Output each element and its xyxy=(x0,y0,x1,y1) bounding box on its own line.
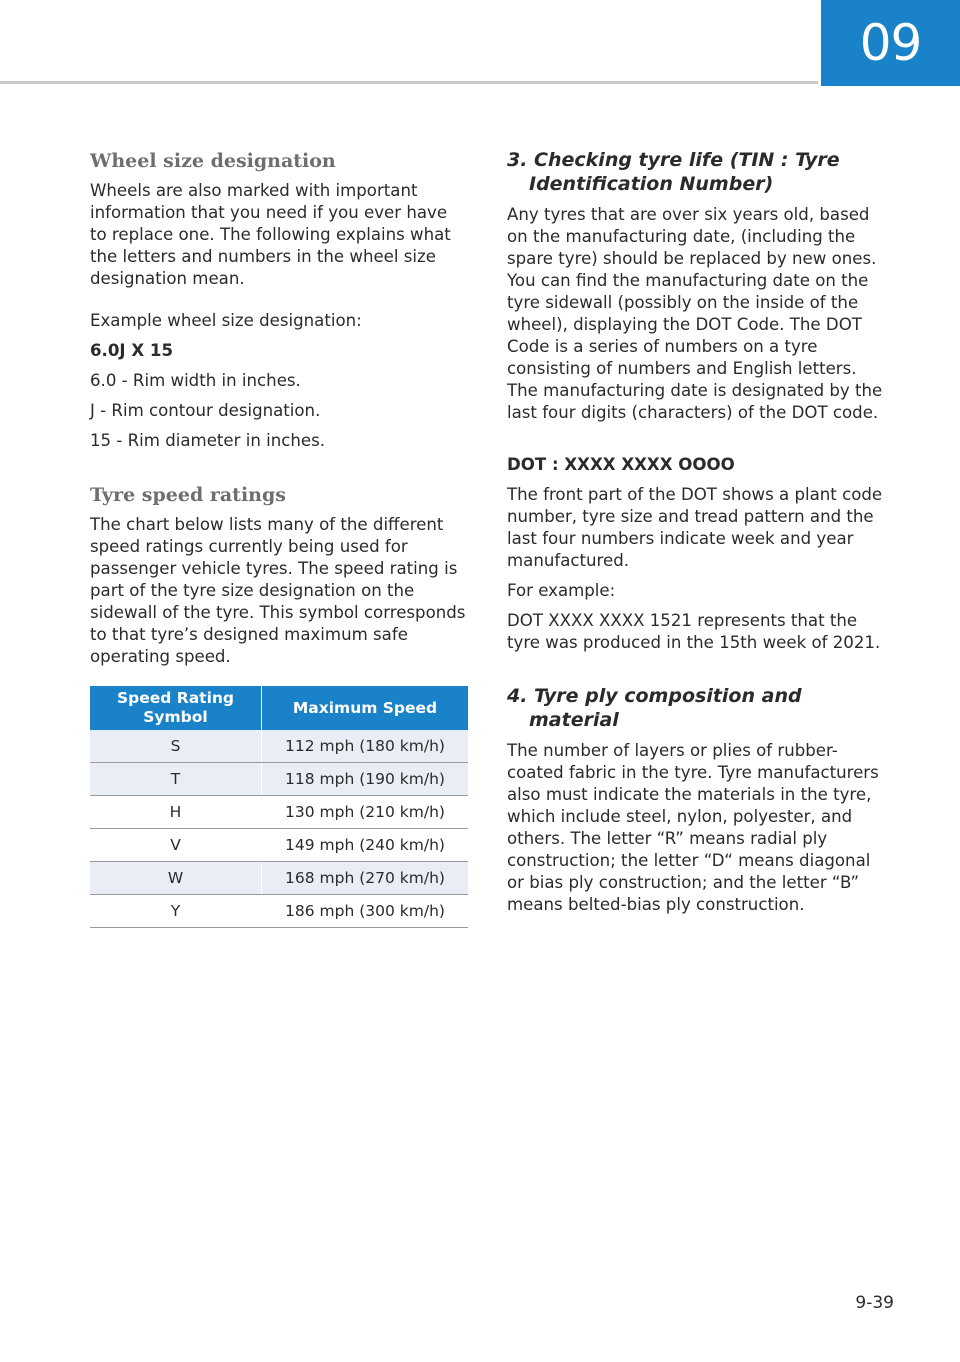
symbol-cell: V xyxy=(90,829,262,862)
header-rule xyxy=(0,81,818,84)
table-row xyxy=(90,796,468,829)
symbol-cell: T xyxy=(90,763,262,796)
wheel-size-intro: Wheels are also marked with important information that you need if you ever have to replace one. The following explains what the letters and numbers in the wheel size designation mean. xyxy=(90,181,451,288)
ply-heading: 4. Tyre ply composition and material xyxy=(507,685,802,731)
example-label: Example wheel size designation: xyxy=(90,311,362,330)
table-row xyxy=(90,730,468,763)
speed-ratings-heading: Tyre speed ratings xyxy=(90,484,286,506)
speed-cell: 118 mph (190 km/h) xyxy=(262,763,469,796)
tin-body: Any tyres that are over six years old, based on the manufacturing date, (including the spare tyre) should be replaced by new ones. You can find the manufacturing date on the tyre sidewall (possibly on the inside of the wheel), displaying the DOT Code. The DOT Code is a series of numbers on a tyre consisting of numbers and English letters. The manufacturing date is designated by the last four digits (characters) of the DOT code. xyxy=(507,205,883,422)
table-row xyxy=(90,895,468,928)
rim-diameter-line: 15 - Rim diameter in inches. xyxy=(90,431,326,450)
speed-cell: 112 mph (180 km/h) xyxy=(262,730,469,763)
dot-code: DOT : XXXX XXXX OOOO xyxy=(507,455,735,474)
symbol-cell: W xyxy=(90,862,262,895)
speed-cell: 130 mph (210 km/h) xyxy=(262,796,469,829)
ply-body: The number of layers or plies of rubber-coated fabric in the tyre. Tyre manufacturers also must indicate the materials in the tyre, which include steel, nylon, polyester, and others. The letter “R” means radial ply construction; the letter “D“ means diagonal or bias ply construction; and the letter “B” means belted-bias ply construction. xyxy=(507,741,879,914)
right-column xyxy=(507,148,889,916)
wheel-size-heading: Wheel size designation xyxy=(90,150,336,172)
speed-cell: 186 mph (300 km/h) xyxy=(262,895,469,928)
chapter-number: 09 xyxy=(859,14,922,72)
for-example-label: For example: xyxy=(507,581,616,600)
table-header-speed: Maximum Speed xyxy=(262,686,469,730)
table-row xyxy=(90,763,468,796)
page-number: 9-39 xyxy=(855,1293,894,1313)
chapter-tab xyxy=(821,0,960,86)
left-column xyxy=(90,148,468,928)
dot-example: DOT XXXX XXXX 1521 represents that the tyre was produced in the 15th week of 2021. xyxy=(507,611,881,652)
rim-width-line: 6.0 - Rim width in inches. xyxy=(90,371,301,390)
table-row xyxy=(90,862,468,895)
table-row xyxy=(90,829,468,862)
speed-cell: 168 mph (270 km/h) xyxy=(262,862,469,895)
speed-ratings-intro: The chart below lists many of the different speed ratings currently being used for passenger vehicle tyres. The speed rating is part of the tyre size designation on the sidewall of the tyre. This symbol corresponds to that tyre’s designed maximum safe operating speed. xyxy=(90,515,466,666)
speed-cell: 149 mph (240 km/h) xyxy=(262,829,469,862)
rim-contour-line: J - Rim contour designation. xyxy=(90,401,321,420)
speed-ratings-table xyxy=(90,686,468,928)
symbol-cell: Y xyxy=(90,895,262,928)
tin-heading: 3. Checking tyre life (TIN : Tyre Identification Number) xyxy=(507,149,840,195)
dot-body: The front part of the DOT shows a plant code number, tyre size and tread pattern and the last four numbers indicate week and year manufactured. xyxy=(507,485,883,570)
symbol-cell: H xyxy=(90,796,262,829)
symbol-cell: S xyxy=(90,730,262,763)
table-header-symbol: Speed Rating Symbol xyxy=(90,686,262,730)
example-value: 6.0J X 15 xyxy=(90,341,174,360)
